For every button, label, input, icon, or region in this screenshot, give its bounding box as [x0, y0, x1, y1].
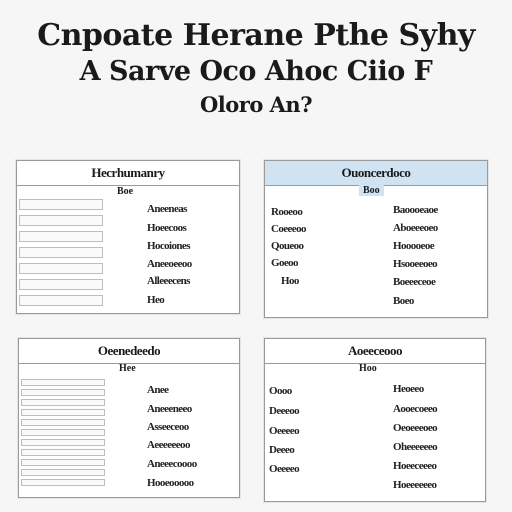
table-row [19, 215, 103, 226]
list-item: Heo [147, 294, 165, 306]
table-row [21, 439, 105, 446]
list-item: Coeeeoo [271, 223, 306, 235]
table-row [19, 199, 103, 210]
card-subheader: Boe [117, 186, 134, 197]
list-item: Hocoiones [147, 240, 190, 252]
headline-line-2: A Sarve Oco Ahoc Ciio F [79, 56, 433, 87]
list-item: Rooeoo [271, 206, 303, 218]
list-item: Hooooeoe [393, 240, 435, 252]
table-row [21, 469, 105, 476]
table-row [19, 279, 103, 290]
list-item: Hoeeceeeo [393, 460, 437, 472]
table-row [19, 295, 103, 306]
table-row [21, 479, 105, 486]
list-item: Aneeeneeo [147, 403, 192, 415]
list-item: Boeo [393, 295, 414, 307]
table-row [21, 429, 105, 436]
list-item: Oeeeeo [269, 425, 299, 437]
list-item: Alleeecens [147, 275, 190, 287]
table-row [21, 449, 105, 456]
table-row [21, 409, 105, 416]
table-row [19, 263, 103, 274]
card-header: Ouoncerdoco [265, 161, 487, 186]
list-item: Goeoo [271, 257, 298, 269]
list-item: Oooo [269, 385, 292, 397]
list-item: Asseeceoo [147, 421, 189, 433]
list-item: Aooecoeeo [393, 403, 438, 415]
list-item: Oheeeeeeo [393, 441, 438, 453]
headline-line-3: Oloro An? [199, 92, 313, 117]
list-item: Deeeoo [269, 405, 299, 417]
list-item: Aneeoeeoo [147, 258, 192, 270]
list-item: Heoeeo [393, 383, 424, 395]
table-row [21, 379, 105, 386]
card-bottom-left [18, 338, 240, 498]
list-item: Hoeeeeeeo [393, 479, 437, 491]
list-item: Aneeneas [147, 203, 187, 215]
table-row [21, 399, 105, 406]
list-item: Baoooeaoe [393, 204, 438, 216]
table-row [21, 419, 105, 426]
list-item: Aeeeeeeoo [147, 439, 190, 451]
card-subheader: Hee [119, 363, 136, 374]
list-item: Hooeooooo [147, 477, 194, 489]
table-row [19, 247, 103, 258]
list-item: Deeeo [269, 444, 295, 456]
table-row [21, 389, 105, 396]
card-subheader: Boo [359, 185, 384, 196]
headline-line-1: Cnpoate Herane Pthe Syhy [37, 18, 475, 53]
list-item: Boeeeceoe [393, 276, 436, 288]
card-top-left [16, 160, 240, 314]
list-item: Aneeecoooo [147, 458, 197, 470]
list-item: Hoo [281, 275, 299, 287]
list-item: Hsooeeoeo [393, 258, 438, 270]
card-subheader: Hoo [359, 363, 377, 374]
table-row [19, 231, 103, 242]
list-item: Anee [147, 384, 169, 396]
table-row [21, 459, 105, 466]
card-header: Hecrhumanry [17, 161, 239, 186]
list-item: Oeoeeeoeo [393, 422, 438, 434]
card-top-right [264, 160, 488, 318]
list-item: Hoeecoos [147, 222, 187, 234]
list-item: Oeeeeo [269, 463, 299, 475]
card-bottom-right [264, 338, 486, 502]
list-item: Qoueoo [271, 240, 304, 252]
list-item: Aboeeeoeo [393, 222, 438, 234]
card-header: Aoeeceooo [265, 339, 485, 364]
card-header: Oeenedeedo [19, 339, 239, 364]
